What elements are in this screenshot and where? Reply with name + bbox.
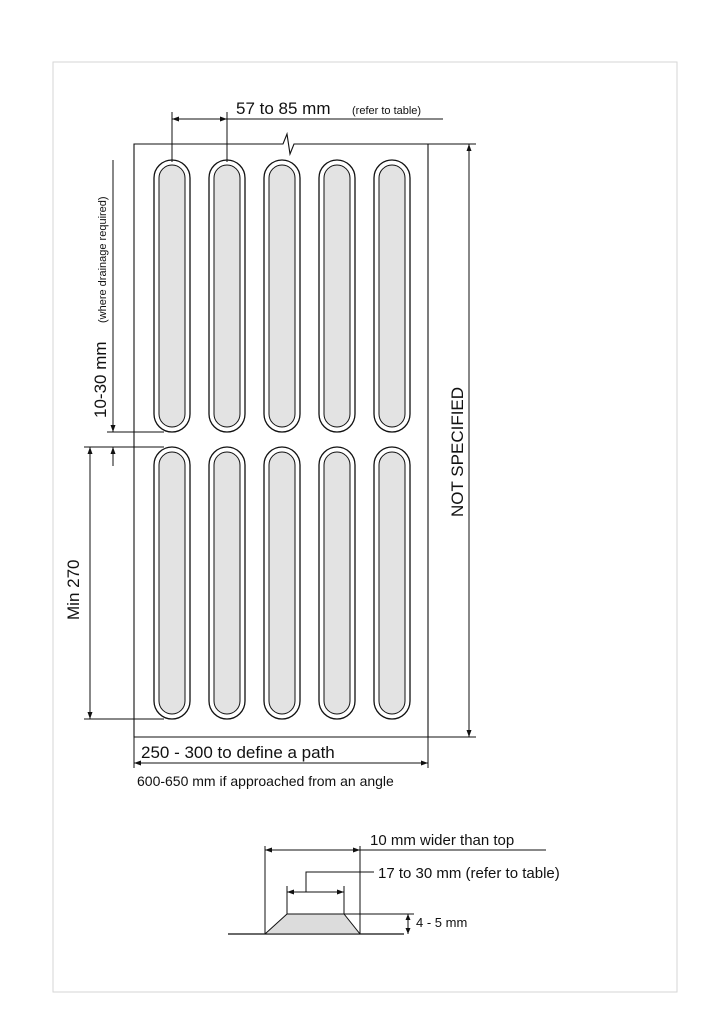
height-dimension xyxy=(428,144,476,737)
base-width-label: 10 mm wider than top xyxy=(370,832,515,849)
gap-note: (where drainage required) xyxy=(97,196,109,323)
gap-value: 10-30 mm xyxy=(91,341,110,418)
length-dimension xyxy=(64,447,164,719)
bar-inner-r1-c1 xyxy=(159,165,185,427)
bar-inner-r2-c3 xyxy=(269,452,295,714)
angle-note: 600-650 mm if approached from an angle xyxy=(137,773,394,789)
elongated-bars xyxy=(154,160,410,719)
bar-inner-r1-c3 xyxy=(269,165,295,427)
gap-dimension xyxy=(84,160,164,466)
bar-inner-r2-c4 xyxy=(324,452,350,714)
height-label: 4 - 5 mm xyxy=(416,915,468,930)
bar-inner-r2-c2 xyxy=(214,452,240,714)
not-specified-label: NOT SPECIFIED xyxy=(448,386,467,517)
min-length-label: Min 270 xyxy=(64,559,83,620)
path-width-label: 250 - 300 to define a path xyxy=(141,743,335,762)
bar-inner-r1-c5 xyxy=(379,165,405,427)
profile-section xyxy=(228,832,560,934)
spacing-value: 57 to 85 mm xyxy=(236,99,331,118)
path-width-dimension xyxy=(134,737,428,789)
bar-inner-r1-c4 xyxy=(324,165,350,427)
spacing-note: (refer to table) xyxy=(352,105,422,117)
bar-inner-r1-c2 xyxy=(214,165,240,427)
top-width-label: 17 to 30 mm (refer to table) xyxy=(378,865,560,882)
sheet-frame xyxy=(53,62,677,992)
spacing-dimension xyxy=(172,99,443,162)
bar-inner-r2-c1 xyxy=(159,452,185,714)
stud-profile xyxy=(265,914,360,934)
bar-inner-r2-c5 xyxy=(379,452,405,714)
